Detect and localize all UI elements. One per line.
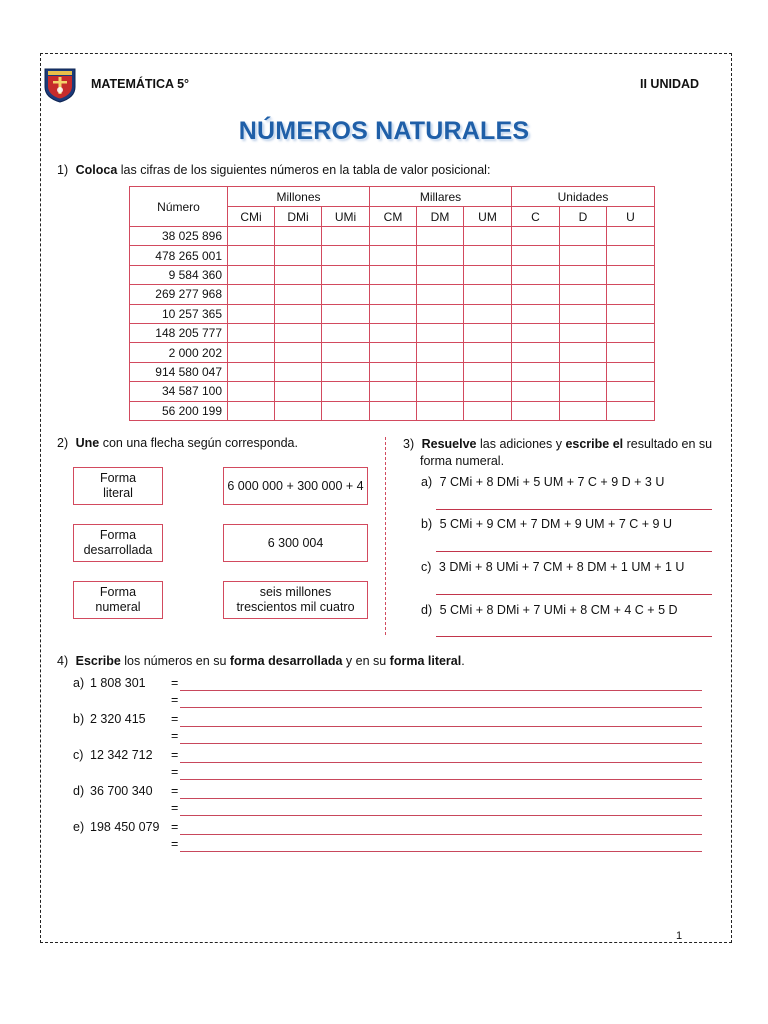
page-title: NÚMEROS NATURALES <box>238 117 530 145</box>
digit-cell[interactable] <box>464 401 512 420</box>
digit-cell[interactable] <box>370 362 417 381</box>
instruction-text: las cifras de los siguientes números en la tabla de valor posicional: <box>117 163 491 177</box>
number-header: Número <box>130 187 228 227</box>
digit-cell[interactable] <box>417 382 464 401</box>
instruction-text: resultado en su <box>623 437 713 451</box>
equals-sign: = <box>171 820 179 834</box>
digit-cell[interactable] <box>228 401 275 420</box>
column-header: C <box>512 207 560 227</box>
digit-cell[interactable] <box>464 323 512 342</box>
equals-sign: = <box>171 676 179 690</box>
digit-cell[interactable] <box>228 382 275 401</box>
digit-cell[interactable] <box>370 343 417 362</box>
exercise-number: 2 320 415 <box>90 712 146 726</box>
digit-cell[interactable] <box>607 343 655 362</box>
answer-line-developed[interactable] <box>180 690 702 691</box>
page-number: 1 <box>676 930 683 942</box>
school-crest-logo <box>43 67 77 103</box>
expression-box-numeral[interactable]: 6 300 004 <box>223 524 368 562</box>
exercise-number: 198 450 079 <box>90 820 160 834</box>
digit-cell[interactable] <box>607 362 655 381</box>
digit-cell[interactable] <box>275 304 322 323</box>
exercise-label: e) <box>73 820 85 834</box>
column-header: UMi <box>322 207 370 227</box>
form-box-numeral[interactable]: Forma numeral <box>73 581 163 619</box>
addition-item-d <box>421 603 678 617</box>
section-divider <box>385 437 386 635</box>
digit-cell[interactable] <box>560 285 607 304</box>
digit-cell[interactable] <box>417 323 464 342</box>
exercise-label: a) <box>73 676 85 690</box>
digit-cell[interactable] <box>322 343 370 362</box>
number-cell: 478 265 001 <box>130 246 228 265</box>
answer-line-literal[interactable] <box>180 779 702 780</box>
instruction-text: forma numeral. <box>420 454 505 468</box>
answer-line-literal[interactable] <box>180 815 702 816</box>
digit-cell[interactable] <box>322 285 370 304</box>
digit-cell[interactable] <box>607 401 655 420</box>
digit-cell[interactable] <box>228 285 275 304</box>
digit-cell[interactable] <box>275 382 322 401</box>
digit-cell[interactable] <box>607 304 655 323</box>
digit-cell[interactable] <box>275 323 322 342</box>
digit-cell[interactable] <box>370 227 417 246</box>
digit-cell[interactable] <box>370 265 417 284</box>
column-header: DMi <box>275 207 322 227</box>
answer-line[interactable] <box>436 551 712 552</box>
equals-sign: = <box>171 765 179 779</box>
table-row <box>130 246 655 265</box>
digit-cell[interactable] <box>322 401 370 420</box>
question-4-instruction <box>57 654 465 668</box>
answer-line[interactable] <box>436 509 712 510</box>
equals-sign: = <box>171 784 179 798</box>
digit-cell[interactable] <box>512 382 560 401</box>
equals-sign: = <box>171 729 179 743</box>
digit-cell[interactable] <box>512 362 560 381</box>
question-2-instruction <box>57 436 298 450</box>
group-header-millones: Millones <box>228 187 370 207</box>
exercise-label: c) <box>73 748 84 762</box>
exercise-number: 36 700 340 <box>90 784 153 798</box>
table-row <box>130 401 655 420</box>
digit-cell[interactable] <box>417 362 464 381</box>
exercise-label: d) <box>73 784 85 798</box>
column-header: CM <box>370 207 417 227</box>
instruction-verb: Escribe <box>75 654 121 668</box>
digit-cell[interactable] <box>464 304 512 323</box>
digit-cell[interactable] <box>322 304 370 323</box>
digit-cell[interactable] <box>370 382 417 401</box>
table-row <box>130 304 655 323</box>
number-cell: 10 257 365 <box>130 304 228 323</box>
digit-cell[interactable] <box>322 246 370 265</box>
answer-line-developed[interactable] <box>180 762 702 763</box>
digit-cell[interactable] <box>322 227 370 246</box>
digit-cell[interactable] <box>370 304 417 323</box>
addition-expression: 5 CMi + 9 CM + 7 DM + 9 UM + 7 C + 9 U <box>439 517 672 531</box>
digit-cell[interactable] <box>370 401 417 420</box>
digit-cell[interactable] <box>512 401 560 420</box>
exercise-number: 1 808 301 <box>90 676 146 690</box>
digit-cell[interactable] <box>275 246 322 265</box>
question-number: 4) <box>57 654 69 668</box>
digit-cell[interactable] <box>228 265 275 284</box>
table-row <box>130 343 655 362</box>
digit-cell[interactable] <box>417 265 464 284</box>
group-header-millares: Millares <box>370 187 512 207</box>
item-label: a) <box>421 475 433 489</box>
equals-sign: = <box>171 712 179 726</box>
instruction-emphasis: forma literal <box>389 654 462 668</box>
table-row <box>130 265 655 284</box>
addition-item-b <box>421 517 672 531</box>
addition-expression: 3 DMi + 8 UMi + 7 CM + 8 DM + 1 UM + 1 U <box>438 560 685 574</box>
digit-cell[interactable] <box>560 382 607 401</box>
unit-label: II UNIDAD <box>640 77 700 91</box>
digit-cell[interactable] <box>370 285 417 304</box>
digit-cell[interactable] <box>560 343 607 362</box>
instruction-text: con una flecha según corresponda. <box>99 436 298 450</box>
subject-label: MATEMÁTICA 5° <box>91 77 190 91</box>
digit-cell[interactable] <box>560 246 607 265</box>
item-label: d) <box>421 603 433 617</box>
digit-cell[interactable] <box>464 285 512 304</box>
digit-cell[interactable] <box>275 227 322 246</box>
table-row <box>130 285 655 304</box>
instruction-verb: escribe el <box>565 437 624 451</box>
table-row <box>130 227 655 246</box>
digit-cell[interactable] <box>275 343 322 362</box>
digit-cell[interactable] <box>512 323 560 342</box>
digit-cell[interactable] <box>322 382 370 401</box>
digit-cell[interactable] <box>607 227 655 246</box>
digit-cell[interactable] <box>512 246 560 265</box>
form-box-desarrollada[interactable]: Forma desarrollada <box>73 524 163 562</box>
column-header: D <box>560 207 607 227</box>
digit-cell[interactable] <box>275 265 322 284</box>
addition-item-a <box>421 475 664 489</box>
digit-cell[interactable] <box>228 246 275 265</box>
answer-line-developed[interactable] <box>180 798 702 799</box>
answer-line-developed[interactable] <box>180 834 702 835</box>
number-cell: 38 025 896 <box>130 227 228 246</box>
answer-line[interactable] <box>436 594 712 595</box>
addition-expression: 7 CMi + 8 DMi + 5 UM + 7 C + 9 D + 3 U <box>439 475 665 489</box>
digit-cell[interactable] <box>560 401 607 420</box>
equals-sign: = <box>171 801 179 815</box>
number-cell: 9 584 360 <box>130 265 228 284</box>
table-row <box>130 382 655 401</box>
number-cell: 34 587 100 <box>130 382 228 401</box>
digit-cell[interactable] <box>607 246 655 265</box>
digit-cell[interactable] <box>228 323 275 342</box>
table-row <box>130 362 655 381</box>
digit-cell[interactable] <box>560 323 607 342</box>
question-1-instruction <box>57 163 490 177</box>
answer-line-literal[interactable] <box>180 707 702 708</box>
digit-cell[interactable] <box>464 343 512 362</box>
question-number: 3) <box>403 437 415 451</box>
question-number: 2) <box>57 436 69 450</box>
answer-line[interactable] <box>436 636 712 637</box>
column-header: U <box>607 207 655 227</box>
digit-cell[interactable] <box>370 246 417 265</box>
table-row <box>130 323 655 342</box>
equals-sign: = <box>171 693 179 707</box>
digit-cell[interactable] <box>322 265 370 284</box>
item-label: c) <box>421 560 432 574</box>
column-header: CMi <box>228 207 275 227</box>
question-number: 1) <box>57 163 69 177</box>
number-cell: 914 580 047 <box>130 362 228 381</box>
digit-cell[interactable] <box>417 227 464 246</box>
instruction-verb: Une <box>75 436 100 450</box>
digit-cell[interactable] <box>607 382 655 401</box>
digit-cell[interactable] <box>417 343 464 362</box>
digit-cell[interactable] <box>560 362 607 381</box>
number-cell: 2 000 202 <box>130 343 228 362</box>
digit-cell[interactable] <box>275 401 322 420</box>
digit-cell[interactable] <box>417 401 464 420</box>
digit-cell[interactable] <box>560 304 607 323</box>
digit-cell[interactable] <box>607 265 655 284</box>
number-cell: 56 200 199 <box>130 401 228 420</box>
column-header: UM <box>464 207 512 227</box>
digit-cell[interactable] <box>417 304 464 323</box>
digit-cell[interactable] <box>275 285 322 304</box>
digit-cell[interactable] <box>464 265 512 284</box>
digit-cell[interactable] <box>417 285 464 304</box>
exercise-number: 12 342 712 <box>90 748 153 762</box>
digit-cell[interactable] <box>607 323 655 342</box>
digit-cell[interactable] <box>512 285 560 304</box>
digit-cell[interactable] <box>464 246 512 265</box>
instruction-text: y en su <box>342 654 390 668</box>
instruction-text: . <box>461 654 465 668</box>
answer-line-literal[interactable] <box>180 743 702 744</box>
expression-box-developed[interactable]: 6 000 000 + 300 000 + 4 <box>223 467 368 505</box>
form-box-literal[interactable]: Forma literal <box>73 467 163 505</box>
digit-cell[interactable] <box>417 246 464 265</box>
answer-line-developed[interactable] <box>180 726 702 727</box>
digit-cell[interactable] <box>228 343 275 362</box>
digit-cell[interactable] <box>464 382 512 401</box>
expression-box-literal[interactable]: seis millones trescientos mil cuatro <box>223 581 368 619</box>
digit-cell[interactable] <box>322 323 370 342</box>
answer-line-literal[interactable] <box>180 851 702 852</box>
digit-cell[interactable] <box>512 304 560 323</box>
addition-item-c <box>421 560 684 574</box>
question-3-instruction <box>403 436 723 470</box>
digit-cell[interactable] <box>464 362 512 381</box>
digit-cell[interactable] <box>322 362 370 381</box>
group-header-unidades: Unidades <box>512 187 655 207</box>
number-cell: 148 205 777 <box>130 323 228 342</box>
instruction-emphasis: forma desarrollada <box>229 654 343 668</box>
digit-cell[interactable] <box>560 227 607 246</box>
digit-cell[interactable] <box>370 323 417 342</box>
addition-expression: 5 CMi + 8 DMi + 7 UMi + 8 CM + 4 C + 5 D <box>439 603 678 617</box>
equals-sign: = <box>171 837 179 851</box>
digit-cell[interactable] <box>512 343 560 362</box>
digit-cell[interactable] <box>607 285 655 304</box>
digit-cell[interactable] <box>464 227 512 246</box>
digit-cell[interactable] <box>512 227 560 246</box>
instruction-text: los números en su <box>120 654 230 668</box>
digit-cell[interactable] <box>228 304 275 323</box>
equals-sign: = <box>171 748 179 762</box>
digit-cell[interactable] <box>228 362 275 381</box>
place-value-table <box>129 186 655 421</box>
column-header: DM <box>417 207 464 227</box>
digit-cell[interactable] <box>228 227 275 246</box>
exercise-label: b) <box>73 712 85 726</box>
instruction-text: las adiciones y <box>476 437 566 451</box>
number-cell: 269 277 968 <box>130 285 228 304</box>
item-label: b) <box>421 517 433 531</box>
instruction-verb: Resuelve <box>421 437 477 451</box>
digit-cell[interactable] <box>512 265 560 284</box>
digit-cell[interactable] <box>560 265 607 284</box>
instruction-verb: Coloca <box>75 163 118 177</box>
digit-cell[interactable] <box>275 362 322 381</box>
